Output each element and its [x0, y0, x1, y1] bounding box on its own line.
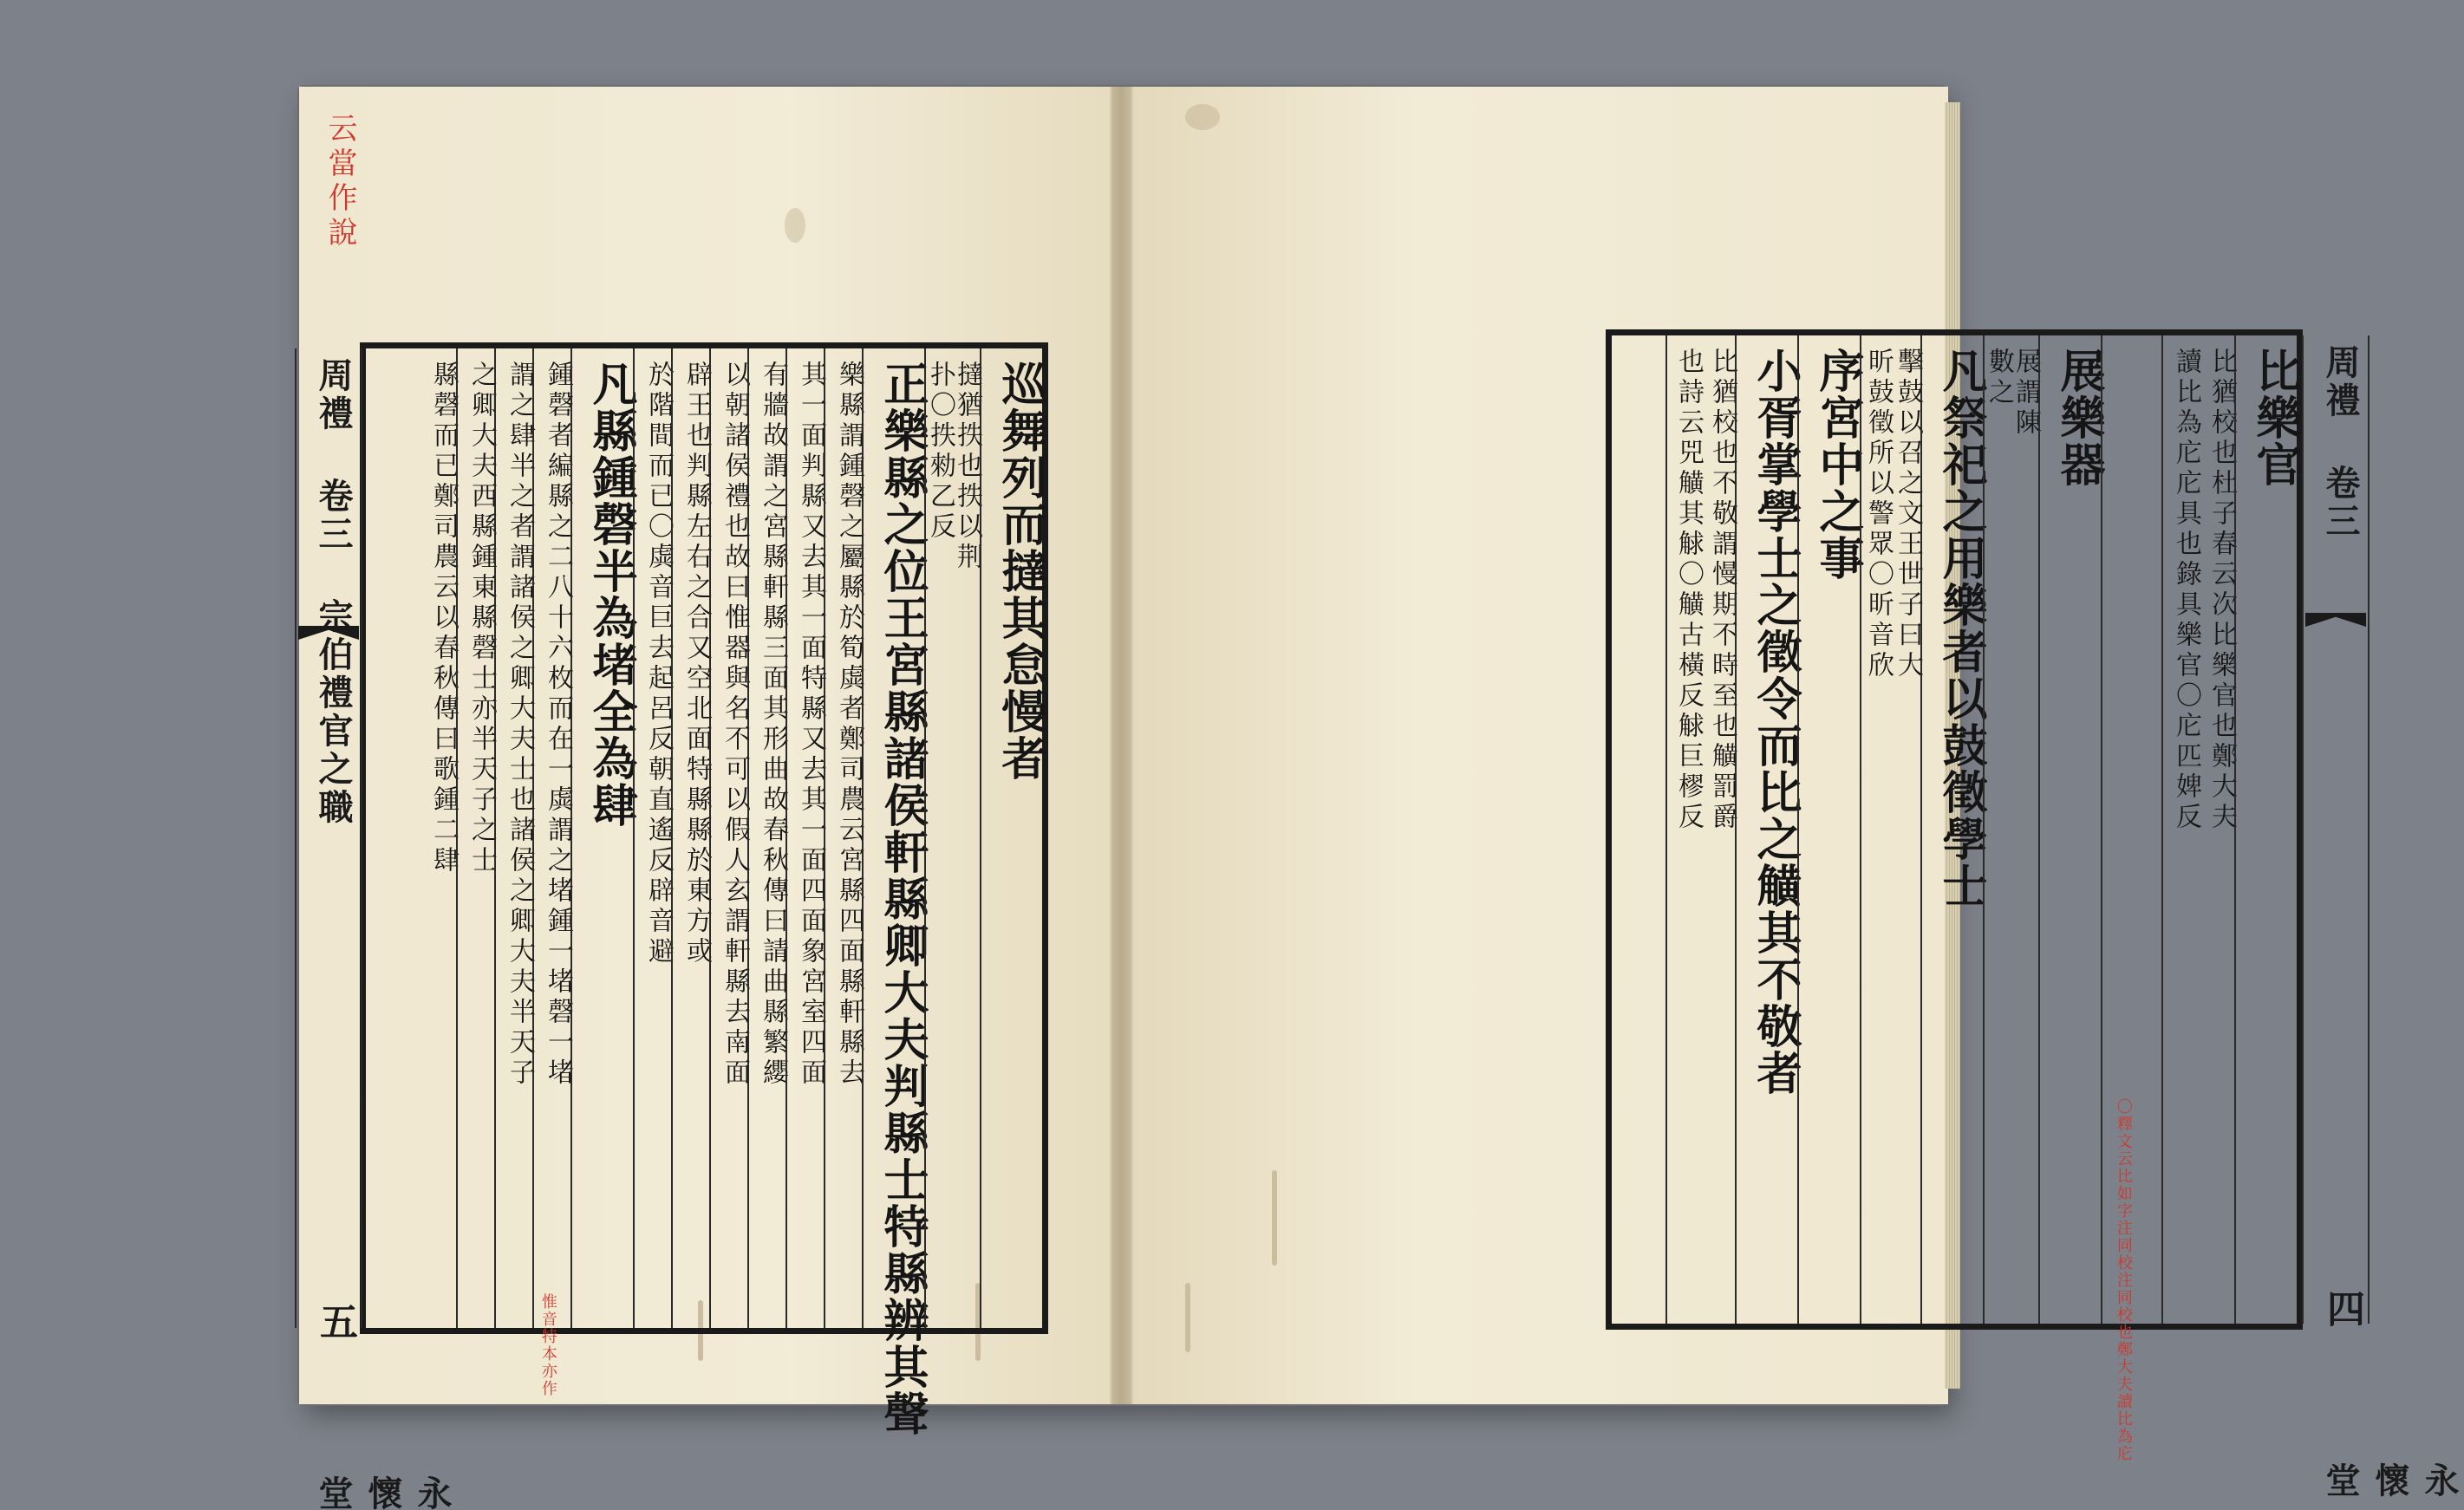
commentary-line: 也詩云兕觵其觩〇觵古橫反觩巨樛反: [1673, 348, 1704, 833]
commentary-column: 辟王也判縣左右之合又空北面特縣縣於東方或: [671, 348, 709, 1328]
commentary-column: 鍾磬者編縣之二八十六枚而在一虡謂之堵鍾一堵磬一堵: [532, 348, 570, 1328]
margin-note: 云當作說: [323, 113, 357, 251]
red-annotation-column: [2101, 335, 2161, 1462]
text-column: 巡舞列而撻其怠慢者: [980, 348, 1042, 1328]
commentary-column: [1860, 335, 1923, 1324]
left-page: [299, 87, 1111, 1510]
paper-tear: [1185, 1283, 1190, 1352]
commentary-line: 比猶校也杜子春云次比樂官也鄭大夫: [2207, 348, 2237, 833]
empty-column: [1612, 335, 1665, 1324]
commentary-line: 比猶校也不敬謂慢期不時至也觵罰爵: [1707, 348, 1737, 833]
commentary-column: 有牆故謂之宮縣軒縣三面其形曲故春秋傳曰請曲縣繁纓: [747, 348, 785, 1328]
commentary-column: 之卿大夫西縣鍾東縣磬士亦半天子之士: [456, 348, 494, 1328]
text-column: 小胥掌學士之徵令而比之觵其不敬者: [1735, 335, 1797, 1324]
commentary-line: 展謂陳: [2011, 348, 2041, 439]
commentary-column: 以朝諸侯禮也故曰惟器與名不可以假人玄謂軒縣去南面: [709, 348, 747, 1328]
commentary-column: 於階間而已〇虡音巨去起呂反朝直遙反辟音避: [633, 348, 671, 1328]
red-annotation: 〇釋文云比如字注同校注同校也鄭大夫讀比為庀: [2114, 1098, 2133, 1462]
text-column: 正樂縣之位王宮縣諸侯軒縣卿大夫判縣士特縣辨其聲: [862, 348, 924, 1328]
right-columns: [1612, 335, 2301, 1462]
right-heart-title: 周禮 卷三: [2320, 344, 2361, 541]
text-column: 比樂官: [2234, 335, 2297, 1324]
paper-stain: [1185, 104, 1220, 130]
left-text-frame: [313, 342, 1048, 1510]
right-page-number: 四: [2320, 1289, 2364, 1327]
commentary-column: 縣磬而已鄭司農云以春秋傳曰歌鍾二肆: [428, 361, 459, 876]
right-page: [1131, 87, 2460, 1497]
commentary-column: 樂縣謂鍾磬之屬縣於筍虡者鄭司農云宮縣四面縣軒縣去: [824, 348, 862, 1328]
commentary-line: 數之: [1984, 348, 2014, 408]
commentary-line: 擊鼓以召之文王世子曰大: [1893, 348, 1923, 681]
text-column: 凡縣鍾磬半為堵全為肆: [570, 348, 633, 1328]
commentary-column: [2161, 335, 2237, 1324]
fish-tail-mark: [2305, 613, 2366, 627]
right-block-heart: [2302, 335, 2460, 1497]
commentary-column: [924, 348, 980, 1328]
left-page-number: 五: [313, 1302, 357, 1340]
open-book: [299, 87, 2460, 1510]
left-heart-title: 周禮 卷三 宗伯禮官之職: [313, 357, 354, 827]
left-hall-name: 永懷堂: [313, 1475, 453, 1510]
commentary-line: 昕鼓徵所以警眾〇昕音欣: [1863, 348, 1894, 681]
paper-stain: [785, 208, 805, 243]
commentary-line: 扑〇抶勑乙反: [925, 361, 955, 543]
right-text-frame: [1606, 329, 2460, 1497]
text-column: 展樂器: [2038, 335, 2101, 1324]
commentary-column: [1665, 335, 1735, 1324]
commentary-column: [1983, 335, 2041, 1324]
text-column: 序宮中之事: [1797, 335, 1860, 1324]
commentary-column: 其一面判縣又去其一面特縣又去其一面四面象宮室四面: [785, 348, 824, 1328]
right-hall-name: 永懷堂: [2320, 1462, 2460, 1497]
red-annotation: 惟音特本亦作: [538, 1293, 557, 1397]
text-column: 凡祭祀之用樂者以鼓徵學士: [1920, 335, 1983, 1324]
commentary-line: 讀比為庀庀具也錄具樂官〇庀匹婢反: [2171, 348, 2201, 833]
commentary-line: 撻猶抶也抶以荆: [952, 361, 982, 573]
paper-tear: [1272, 1170, 1277, 1266]
commentary-column: 謂之肆半之者謂諸侯之卿大夫士也諸侯之卿大夫半天子: [494, 348, 532, 1328]
